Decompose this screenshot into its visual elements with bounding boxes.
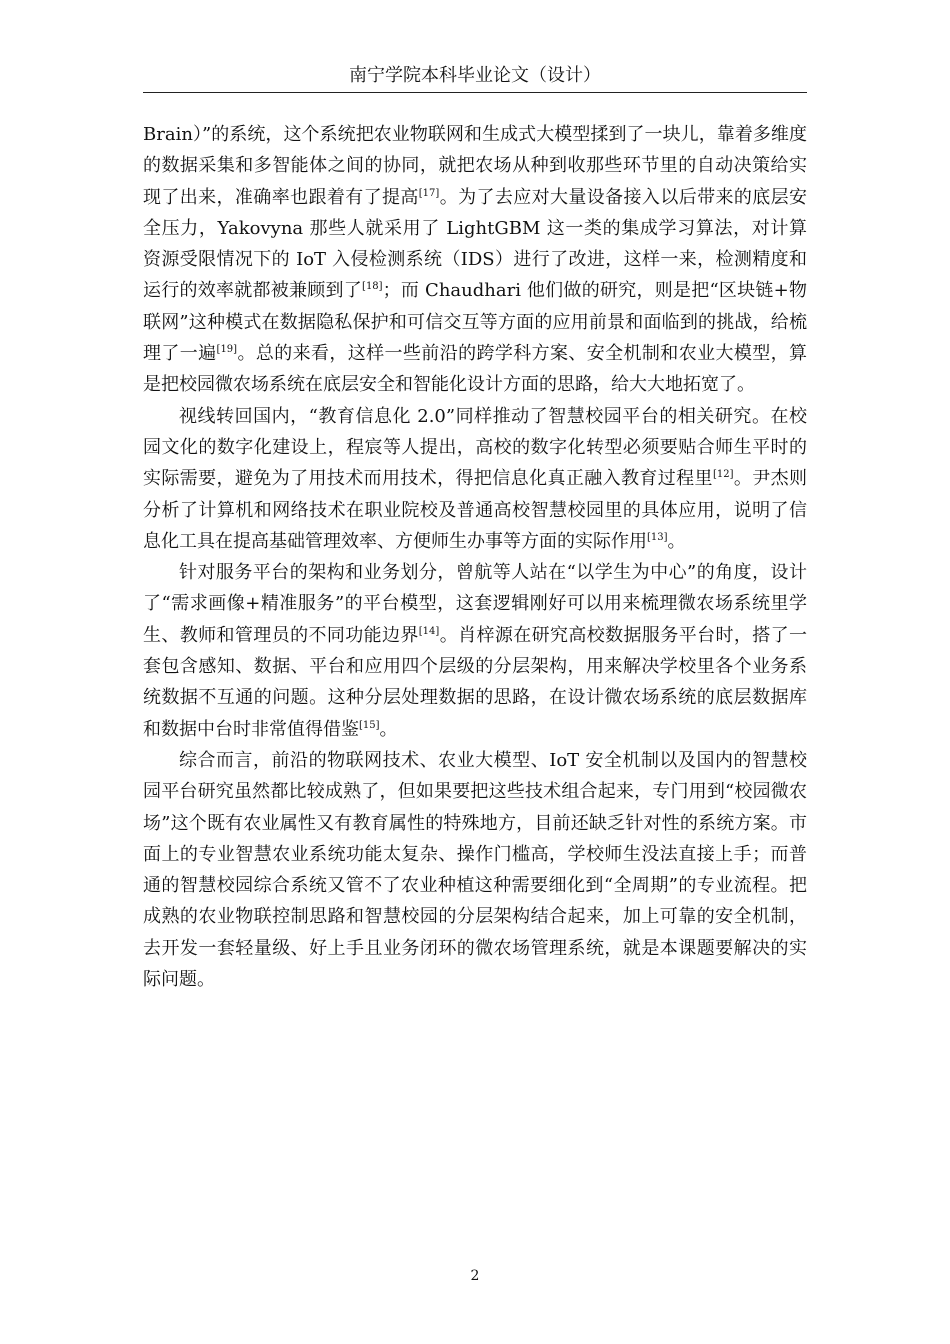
citation-reference: [14] <box>418 625 440 637</box>
body-paragraph <box>143 745 807 995</box>
citation-reference: [15] <box>359 719 380 731</box>
paragraph-text: 针对服务平台的架构和业务划分，曾航等人站在“以学生为中心”的角度，设计了“需求画像+精准服务”的平台模型，这套逻辑刚好可以用来梳理微农场系统里学生、教师和管理员的不同功能边界 <box>143 562 807 646</box>
citation-reference: [19] <box>216 344 238 356</box>
citation-reference: [18] <box>362 281 383 293</box>
body-paragraph <box>143 557 807 745</box>
document-body <box>143 119 807 995</box>
body-paragraph <box>143 119 807 401</box>
body-paragraph <box>143 401 807 557</box>
paragraph-text: 。 <box>667 530 686 552</box>
citation-reference: [17] <box>418 187 440 199</box>
paragraph-text: 。肖梓源在研究高校数据服务平台时，搭了一套包含感知、数据、平台和应用四个层级的分层架构，用来解决学校里各个业务系统数据不互通的问题。这种分层处理数据的思路，在设计微农场系统的底层数据库和数据中台时非常值得借鉴 <box>143 624 808 740</box>
page-header <box>143 62 807 93</box>
paragraph-text: 。尹杰则分析了计算机和网络技术在职业院校及普通高校智慧校园里的具体应用，说明了信息化工具在提高基础管理效率、方便师生办事等方面的实际作用 <box>143 468 808 552</box>
page-number: 2 <box>470 1268 480 1284</box>
paragraph-text: 。 <box>379 718 398 740</box>
citation-reference: [13] <box>647 531 668 543</box>
citation-reference: [12] <box>712 469 734 481</box>
paragraph-text: 视线转回国内，“教育信息化 2.0”同样推动了智慧校园平台的相关研究。在校园文化的数字化建设上，程宸等人提出，高校的数字化转型必须要贴合师生平时的实际需要，避免为了用技术而用技术，得把信息化真正融入教育过程里 <box>143 405 807 490</box>
paragraph-text: Brain）”的系统，这个系统把农业物联网和生成式大模型揉到了一块儿，靠着多维度的数据采集和多智能体之间的协同，就把农场从种到收那些环节里的自动决策给实现了出来，准确率也跟着有了提高 <box>143 124 807 208</box>
paragraph-text: 综合而言，前沿的物联网技术、农业大模型、IoT 安全机制以及国内的智慧校园平台研究虽然都比较成熟了，但如果要把这些技术组合起来，专门用到“校园微农场”这个既有农业属性又有教育属性的特殊地方，目前还缺乏针对性的系统方案。市面上的专业智慧农业系统功能太复杂、操作门槛高，学校师生没法直接上手；而普通的智慧校园综合系统又管不了农业种植这种需要细化到“全周期”的专业流程。把成熟的农业物联控制思路和智慧校园的分层架构结合起来，加上可靠的安全机制，去开发一套轻量级、好上手且业务闭环的微农场管理系统，就是本课题要解决的实际问题。 <box>143 749 807 991</box>
paragraph-text: 。总的来看，这样一些前沿的跨学科方案、安全机制和农业大模型，算是把校园微农场系统在底层安全和智能化设计方面的思路，给大大地拓宽了。 <box>143 343 808 396</box>
paragraph-text: ；而 Chaudhari 他们做的研究，则是把“区块链+物联网”这种模式在数据隐私保护和可信交互等方面的应用前景和面临到的挑战，给梳理了一遍 <box>143 280 808 365</box>
paragraph-text: 。为了去应对大量设备接入以后带来的底层安全压力，Yakovyna 那些人就采用了 LightGBM 这一类的集成学习算法，对计算资源受限情况下的 IoT 入侵检测系统（IDS）进行了改进，这样一来，检测精度和运行的效率就都被兼顾到了 <box>143 186 808 302</box>
header-title: 南宁学院本科毕业论文（设计） <box>349 65 601 86</box>
